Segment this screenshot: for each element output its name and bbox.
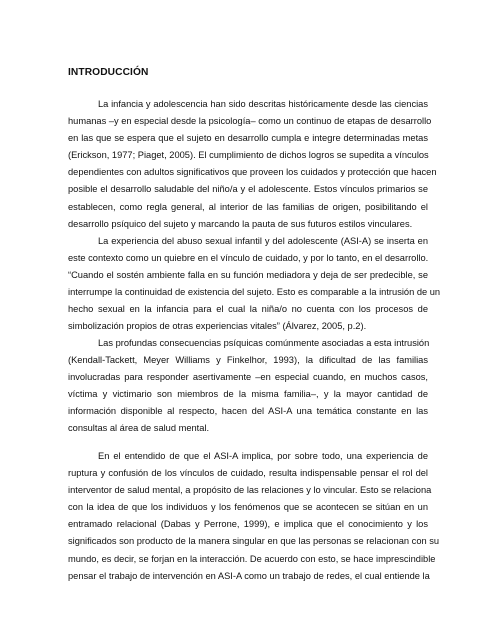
text-line: con la idea de que los individuos y los fenómenos que se acontecen se sitúan en un <box>68 502 428 513</box>
text-line: La experiencia del abuso sexual infantil y del adolescente (ASI-A) se inserta en <box>98 236 428 246</box>
text-line: establecen, como regla general, al interior de las familias de origen, posibilitando el <box>68 201 428 212</box>
text-line: mundo, es decir, se forjan en la interacción. De acuerdo con esto, se hace imprescindible <box>68 553 436 564</box>
text-line: víctima y victimario son miembros de la misma familia–, y la mayor cantidad de <box>68 389 428 400</box>
text-line: La infancia y adolescencia han sido descritas históricamente desde las ciencias <box>98 99 428 109</box>
text-line: involucradas para responder asertivamente –en especial cuando, en muchos casos, <box>68 372 428 383</box>
paragraph-4 <box>68 448 440 585</box>
text-line: posible el desarrollo saludable del niño/a y el adolescente. Estos vínculos primarios se <box>68 184 428 195</box>
text-line: hecho sexual en la infancia para el cual la niña/o no cuenta con los procesos de <box>68 304 428 315</box>
text-line: consultas al área de salud mental. <box>68 423 210 434</box>
text-line: significados son producto de la manera singular en que las personas se relacionan con su <box>68 536 440 547</box>
paragraph-3 <box>68 335 428 438</box>
text-line: entramado relacional (Dabas y Perrone, 1999), e implica que el conocimiento y los <box>68 519 428 530</box>
section-heading: INTRODUCCIÓN <box>68 67 149 78</box>
paragraph-1 <box>68 96 437 233</box>
text-line: (Kendall-Tackett, Meyer Williams y Finkelhor, 1993), la dificultad de las familias <box>68 355 428 366</box>
text-line: En el entendido de que el ASI-A implica, por sobre todo, una experiencia de <box>98 451 428 461</box>
text-line: “Cuando el sostén ambiente falla en su función mediadora y deja de ser predecible, se <box>68 270 428 281</box>
text-line: en las que se espera que el sujeto en desarrollo cumpla e integre determinadas metas <box>68 133 428 144</box>
text-line: desarrollo psíquico del sujeto y marcando la pauta de sus futuros estilos vinculares. <box>68 218 413 229</box>
text-line: ruptura y confusión de los vínculos de cuidado, resulta indispensable pensar el rol del <box>68 468 428 479</box>
text-line: dependientes con adultos significativos que proveen los cuidados y protección que hacen <box>68 167 437 178</box>
text-line: simbolización propios de otras experiencias vitales” (Álvarez, 2005, p.2). <box>68 321 367 332</box>
text-line: pensar el trabajo de intervención en ASI-A como un trabajo de redes, el cual entiende la <box>68 570 430 581</box>
text-line: interventor de salud mental, a propósito de las relaciones y lo vincular. Esto se relaciona <box>68 485 432 496</box>
paragraph-2 <box>68 233 441 336</box>
text-line: (Erickson, 1977; Piaget, 2005). El cumplimiento de dichos logros se supedita a vínculos <box>68 150 429 161</box>
text-line: humanas –y en especial desde la psicología– como un continuo de etapas de desarrollo <box>68 116 432 127</box>
text-line: información disponible al respecto, hacen del ASI-A una temática constante en las <box>68 406 428 417</box>
text-line: este contexto como un quiebre en el vínculo de cuidado, y por lo tanto, en el desarrollo. <box>68 253 429 264</box>
text-line: Las profundas consecuencias psíquicas comúnmente asociadas a esta intrusión <box>98 338 430 348</box>
text-line: interrumpe la continuidad de existencia del sujeto. Esto es comparable a la intrusión de un <box>68 287 441 298</box>
